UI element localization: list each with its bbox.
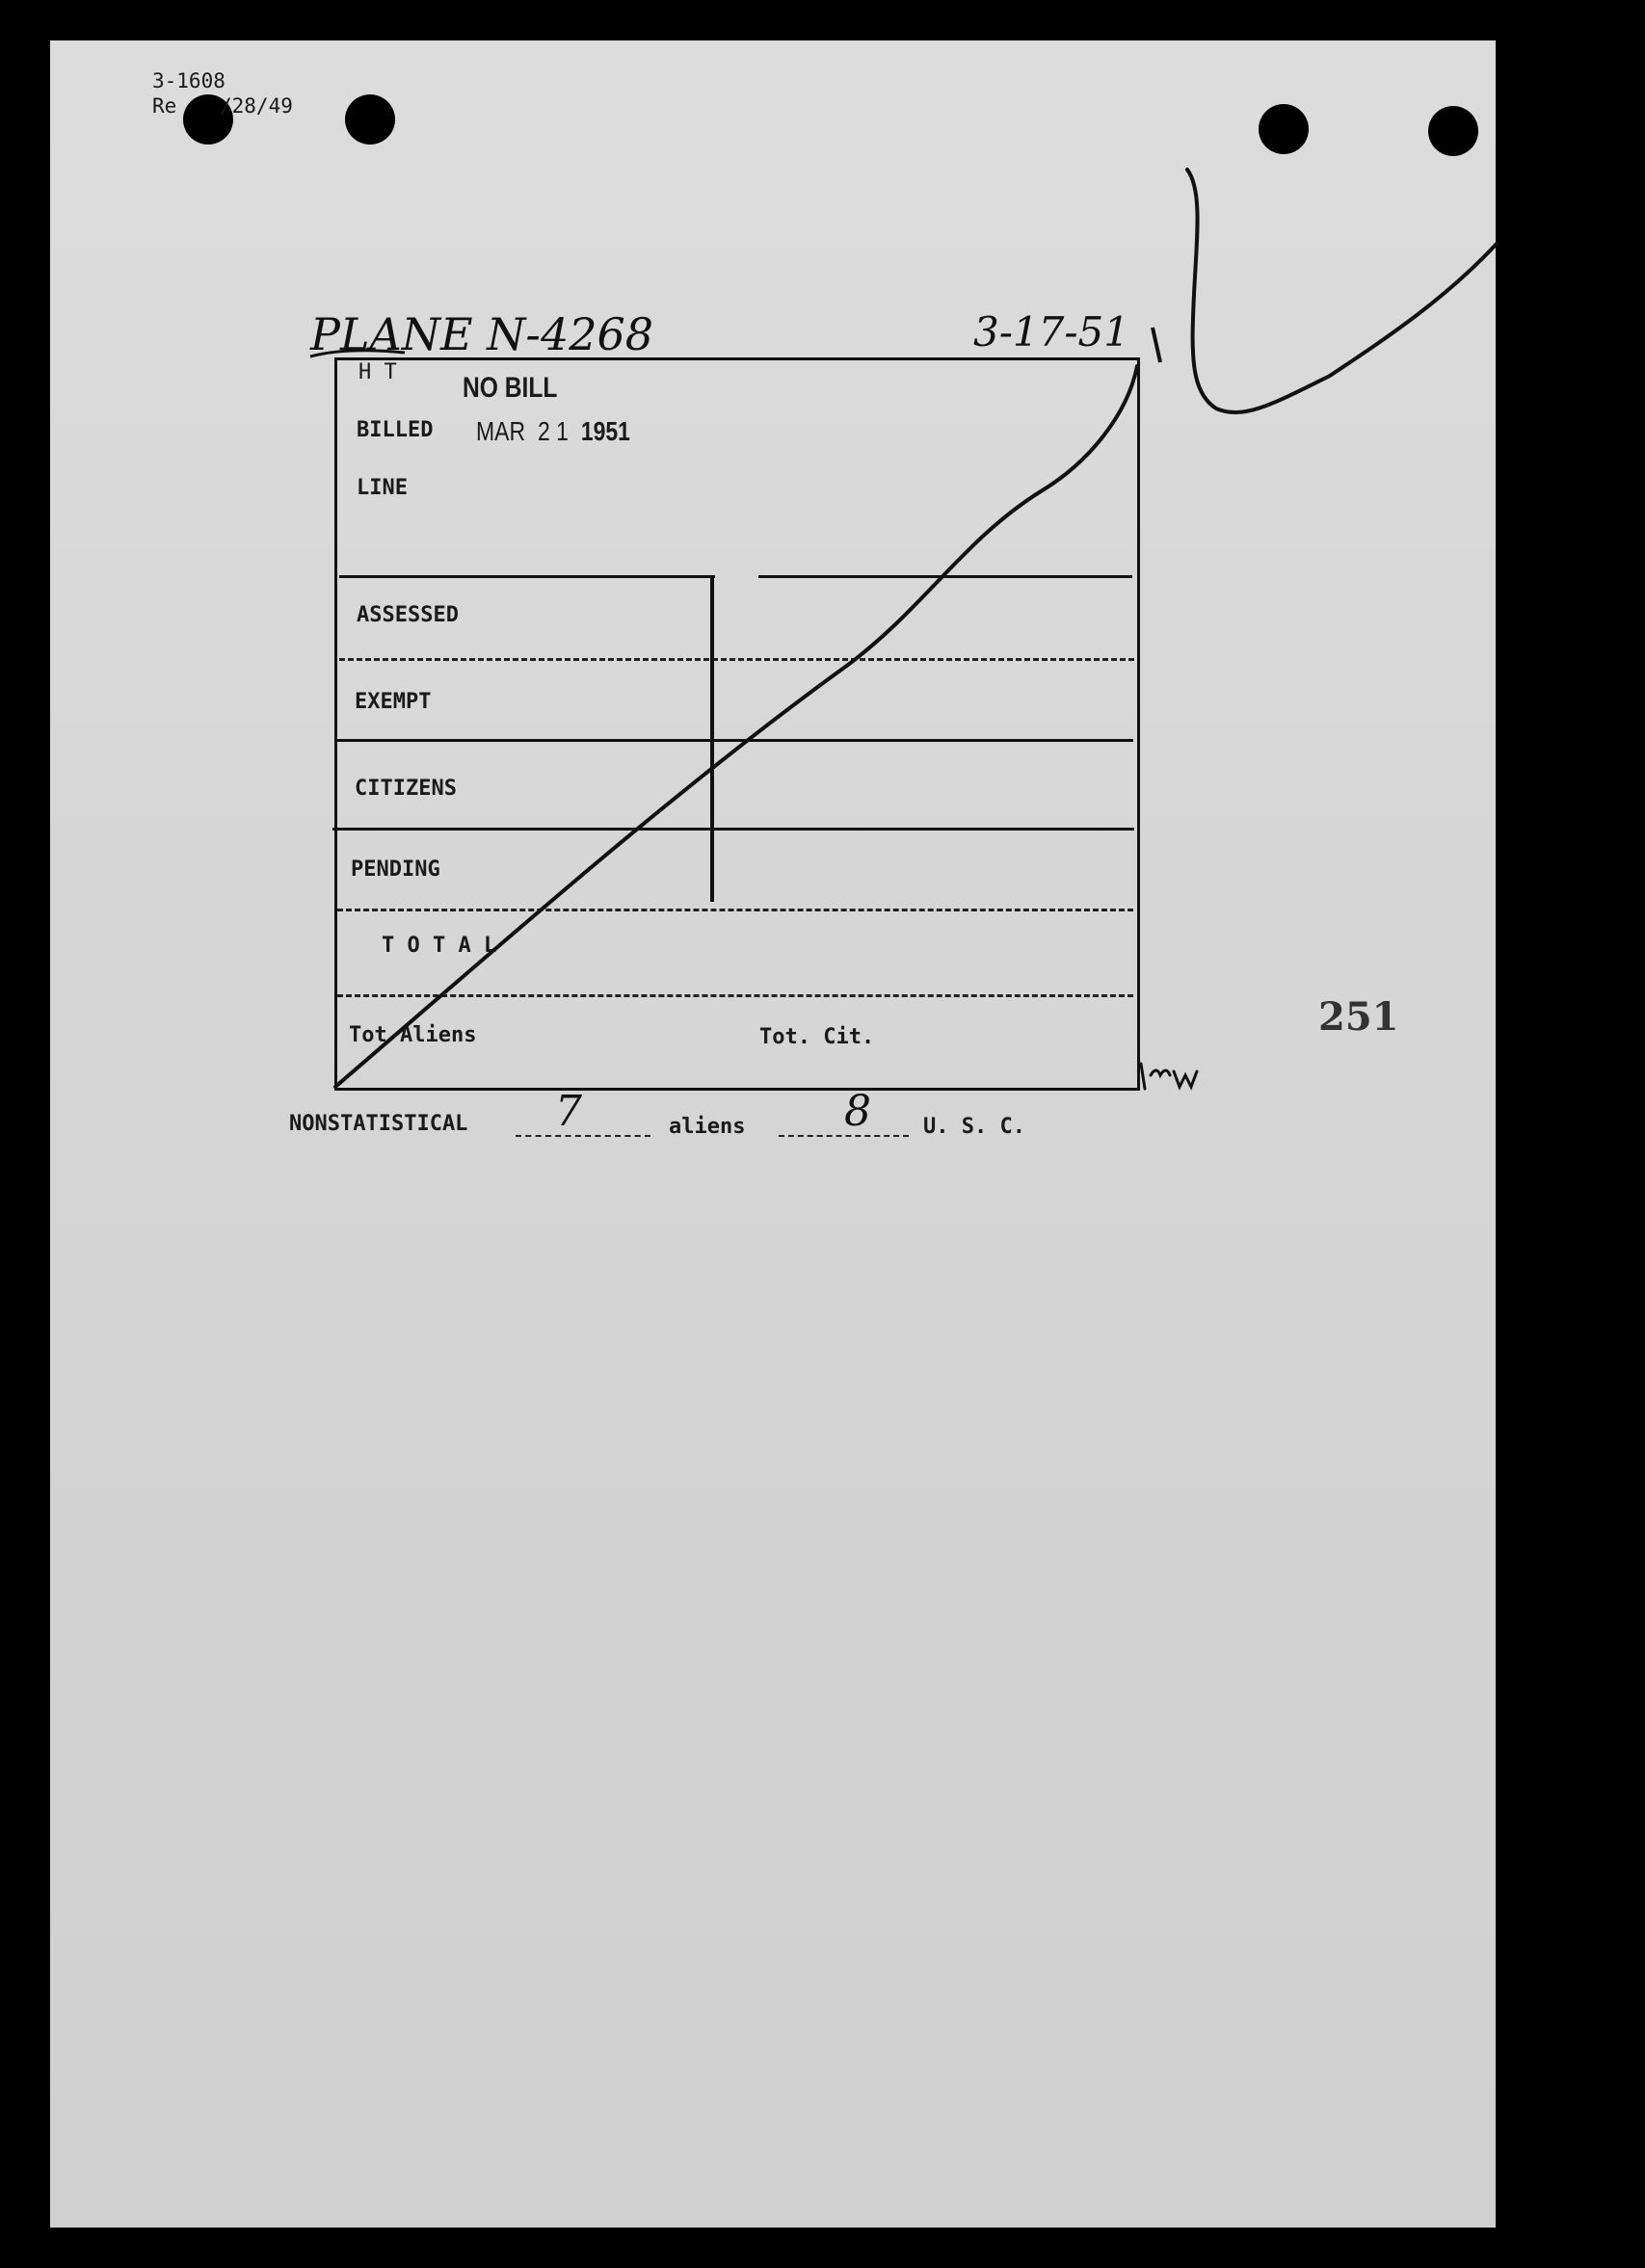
plane-underline-stroke <box>310 351 405 356</box>
tot-cit-label: Tot. Cit. <box>759 1025 875 1049</box>
line-label: LINE <box>357 476 408 500</box>
form-number: 3-1608 <box>152 69 226 92</box>
initials-mark <box>1141 1064 1197 1089</box>
form-revision-label: Re <box>152 94 177 118</box>
exempt-label: EXEMPT <box>355 690 432 714</box>
no-bill-stamp: NO BILL <box>463 372 558 404</box>
cancel-diagonal-line <box>335 366 1137 1087</box>
date-handwritten: 3-17-51 <box>973 308 1129 356</box>
tot-aliens-label: Tot Aliens <box>349 1023 477 1047</box>
citizens-label: CITIZENS <box>355 777 457 801</box>
aliens-count-handwritten: 7 <box>555 1087 582 1136</box>
billed-day: 2 1 <box>537 416 569 446</box>
billed-month: MAR <box>476 416 526 446</box>
usc-count-handwritten: 8 <box>844 1087 871 1136</box>
billed-label: BILLED <box>357 418 434 442</box>
ht-label: H T <box>358 360 397 384</box>
aliens-label: aliens <box>669 1115 746 1139</box>
usc-label: U. S. C. <box>923 1115 1025 1139</box>
plane-number-handwritten: PLANE N-4268 <box>310 308 654 360</box>
page-number-stamp: 251 <box>1318 994 1399 1040</box>
check-mark-stroke <box>1187 170 1497 412</box>
pending-label: PENDING <box>351 857 440 882</box>
assessed-label: ASSESSED <box>357 603 459 627</box>
nonstatistical-label: NONSTATISTICAL <box>289 1112 468 1136</box>
billed-year: 1951 <box>580 416 630 446</box>
date-slash-stroke <box>1153 328 1160 362</box>
total-label: T O T A L <box>382 934 497 958</box>
form-revision-date: /28/49 <box>220 94 293 118</box>
